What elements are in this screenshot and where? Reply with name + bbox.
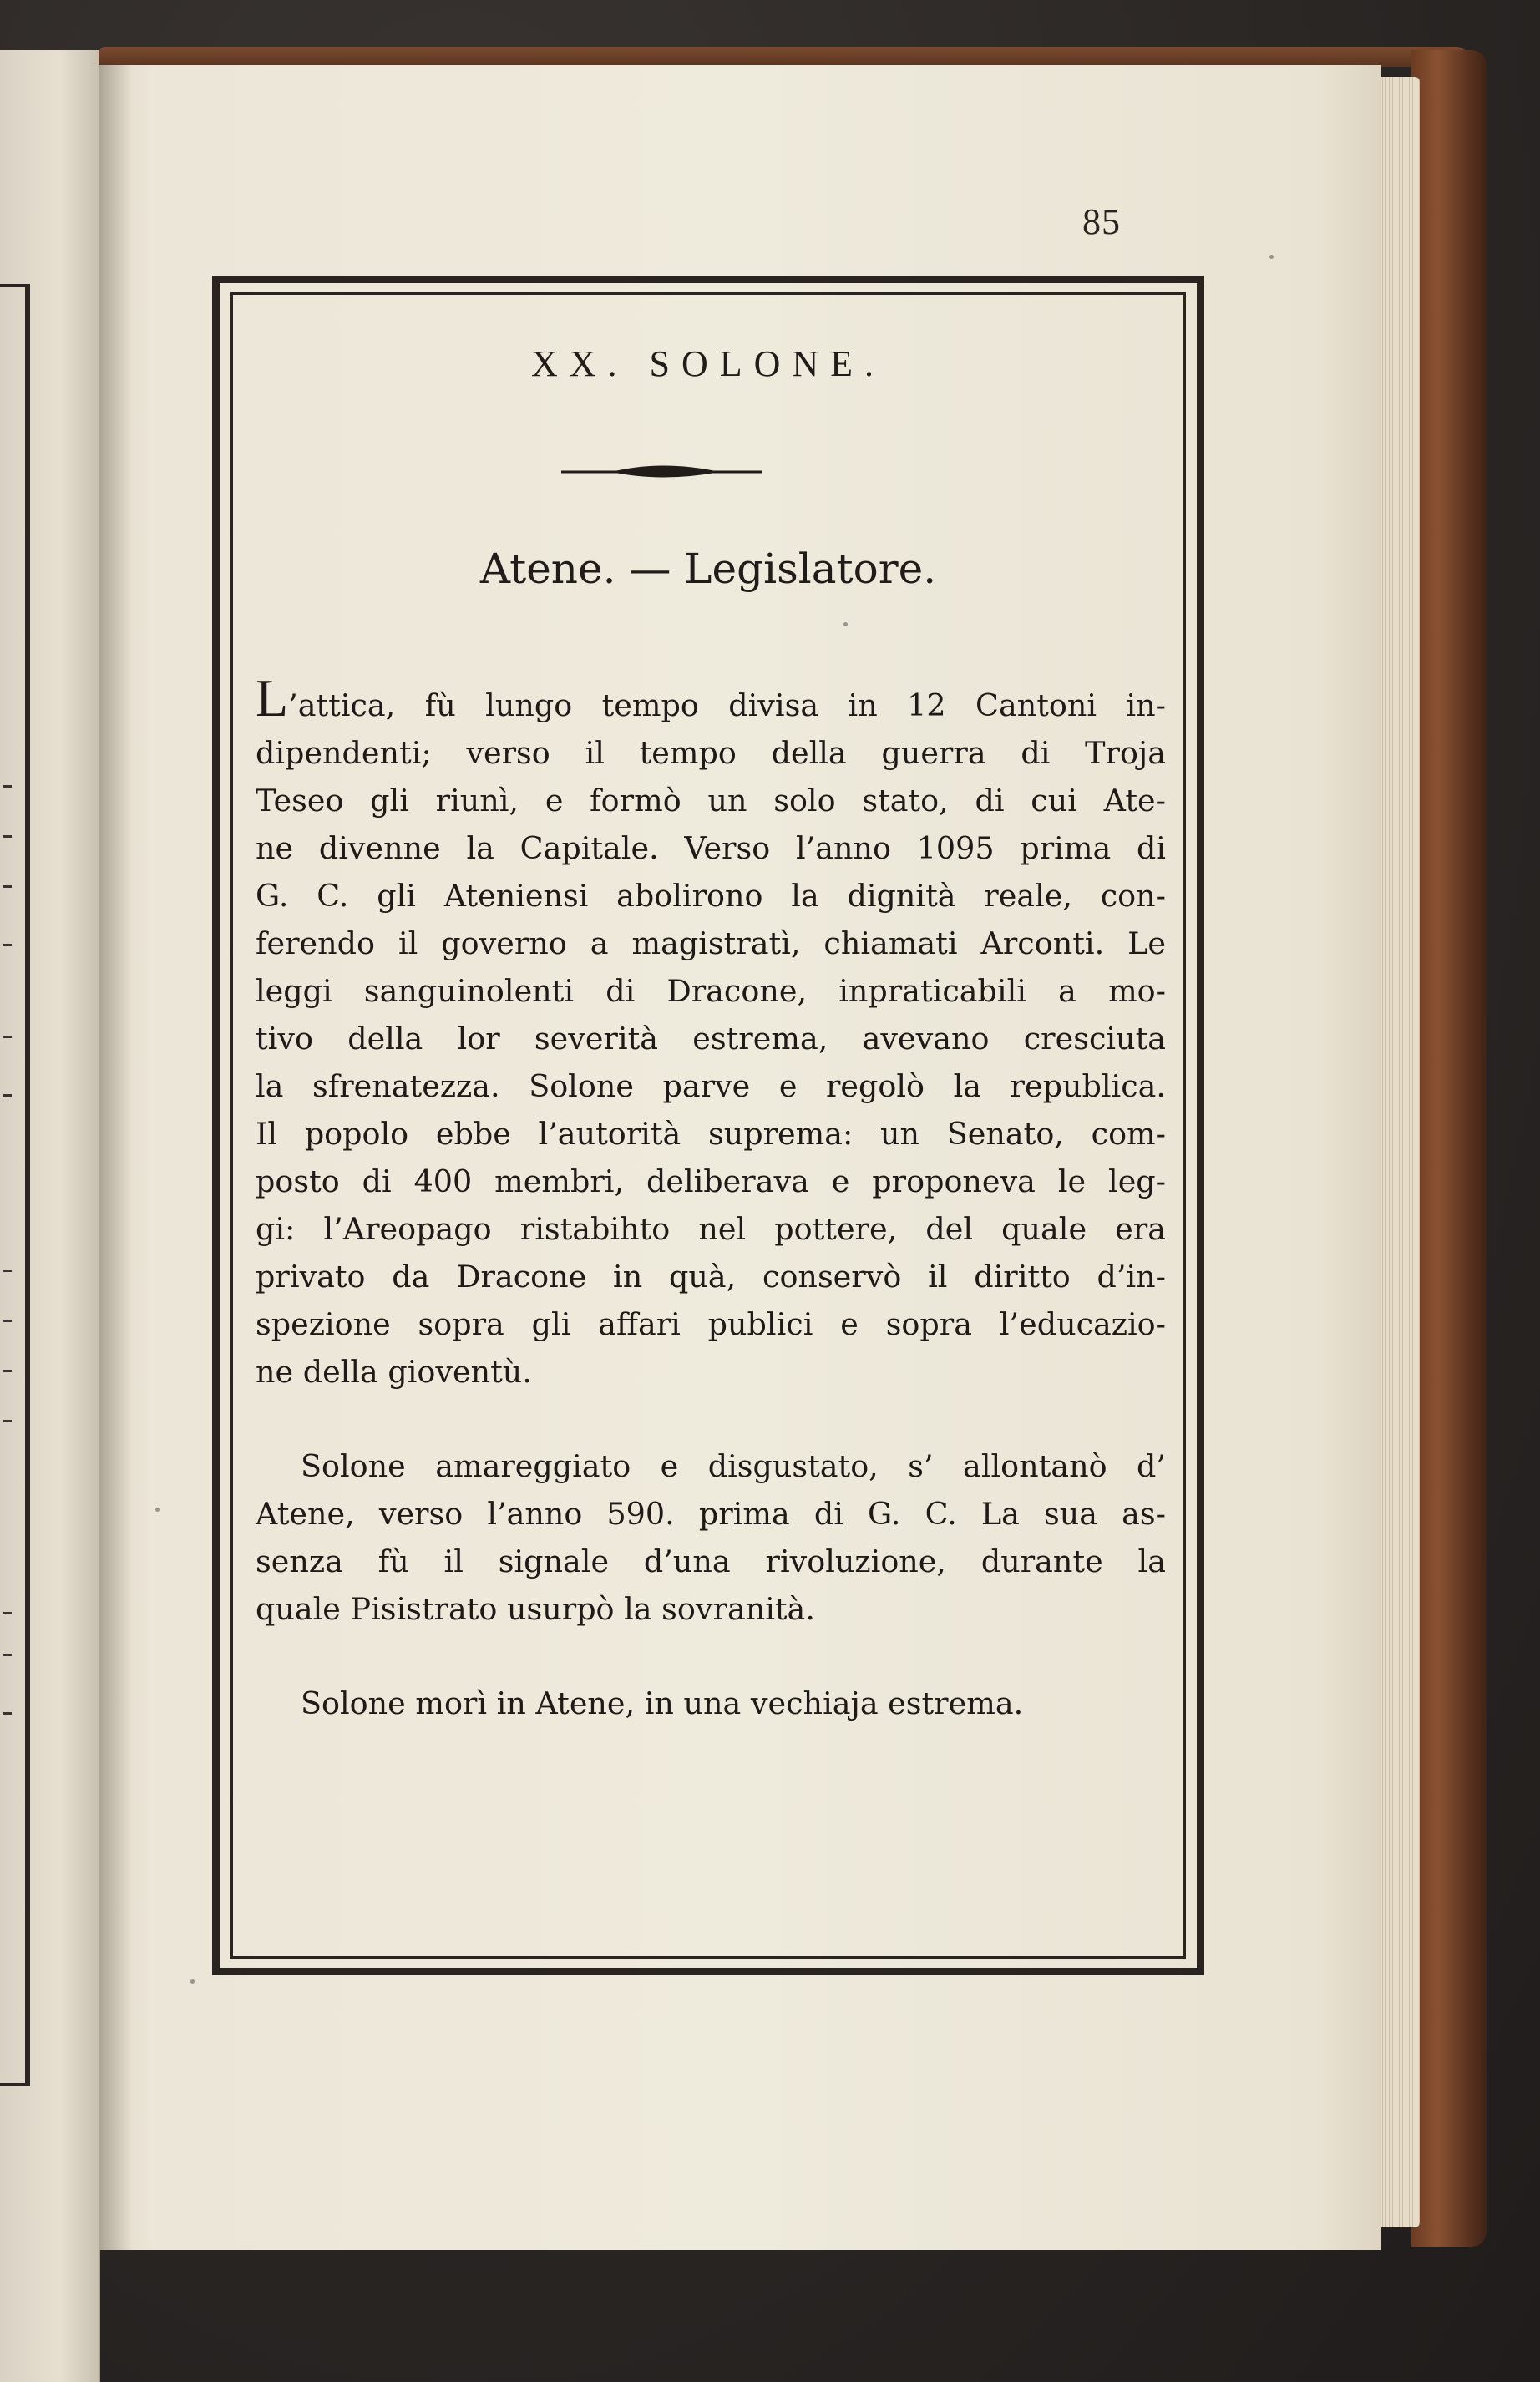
paragraph-1 bbox=[256, 668, 1166, 1396]
text-line: privato da Dracone in quà, conservò il diritto d’in- bbox=[256, 1259, 1166, 1295]
text-line: G. C. gli Ateniensi abolirono la dignità reale, con- bbox=[256, 878, 1166, 914]
text-line: ne divenne la Capitale. Verso l’anno 1095 prima di bbox=[256, 830, 1166, 866]
text-line: senza fù il signale d’una rivoluzione, durante la bbox=[256, 1543, 1166, 1579]
text-line: Solone amareggiato e disgustato, s’ allontanò d’ bbox=[301, 1448, 1166, 1484]
text-line: leggi sanguinolenti di Dracone, inpraticabili a mo- bbox=[256, 973, 1166, 1009]
chapter-subtitle: Atene. — Legislatore. bbox=[479, 545, 937, 593]
text-line: Atene, verso l’anno 590. prima di G. C. La sua as- bbox=[256, 1496, 1166, 1532]
text-line: L’attica, fù lungo tempo divisa in 12 Cantoni in- bbox=[256, 668, 1166, 727]
left-page-edge bbox=[0, 50, 100, 2382]
body-text bbox=[256, 668, 1166, 1727]
book-cover-top bbox=[99, 47, 1468, 67]
book-cover-edge bbox=[1411, 50, 1487, 2247]
text-line: tivo della lor severità estrema, avevano cresciuta bbox=[256, 1021, 1166, 1057]
text-line: Teseo gli riunì, e formò un solo stato, di cui Ate- bbox=[256, 783, 1166, 818]
text-line: quale Pisistrato usurpò la sovranità. bbox=[256, 1591, 815, 1627]
paper-speck bbox=[1269, 255, 1274, 259]
text-line: la sfrenatezza. Solone parve e regolò la republica. bbox=[256, 1068, 1166, 1104]
text-line: Il popolo ebbe l’autorità suprema: un Senato, com- bbox=[256, 1116, 1166, 1152]
text-line: dipendenti; verso il tempo della guerra di Troja bbox=[256, 735, 1166, 771]
paper-speck bbox=[843, 622, 848, 626]
gutter-shadow bbox=[99, 65, 132, 2250]
page-number: 85 bbox=[1082, 201, 1121, 242]
ornament-divider-icon bbox=[561, 461, 762, 483]
drop-cap: L bbox=[256, 668, 289, 727]
text-line: posto di 400 membri, deliberava e proponeva le leg- bbox=[256, 1163, 1166, 1199]
paragraph-2 bbox=[256, 1442, 1166, 1633]
paper-speck bbox=[155, 1508, 160, 1512]
text-line: ferendo il governo a magistratì, chiamati Arconti. Le bbox=[256, 925, 1166, 961]
text-line: Solone morì in Atene, in una vechiaja estrema. bbox=[301, 1685, 1024, 1721]
page-block-edges bbox=[1376, 77, 1420, 2227]
paper-speck bbox=[190, 1979, 195, 1984]
text-line: gi: l’Areopago ristabihto nel pottere, del quale era bbox=[256, 1211, 1166, 1247]
text-line: spezione sopra gli affari publici e sopra l’educazio- bbox=[256, 1306, 1166, 1342]
left-page-frame bbox=[0, 284, 30, 2086]
paragraph-3 bbox=[256, 1680, 1166, 1727]
chapter-title: XX. SOLONE. bbox=[530, 343, 886, 384]
text-line: ne della gioventù. bbox=[256, 1354, 532, 1390]
